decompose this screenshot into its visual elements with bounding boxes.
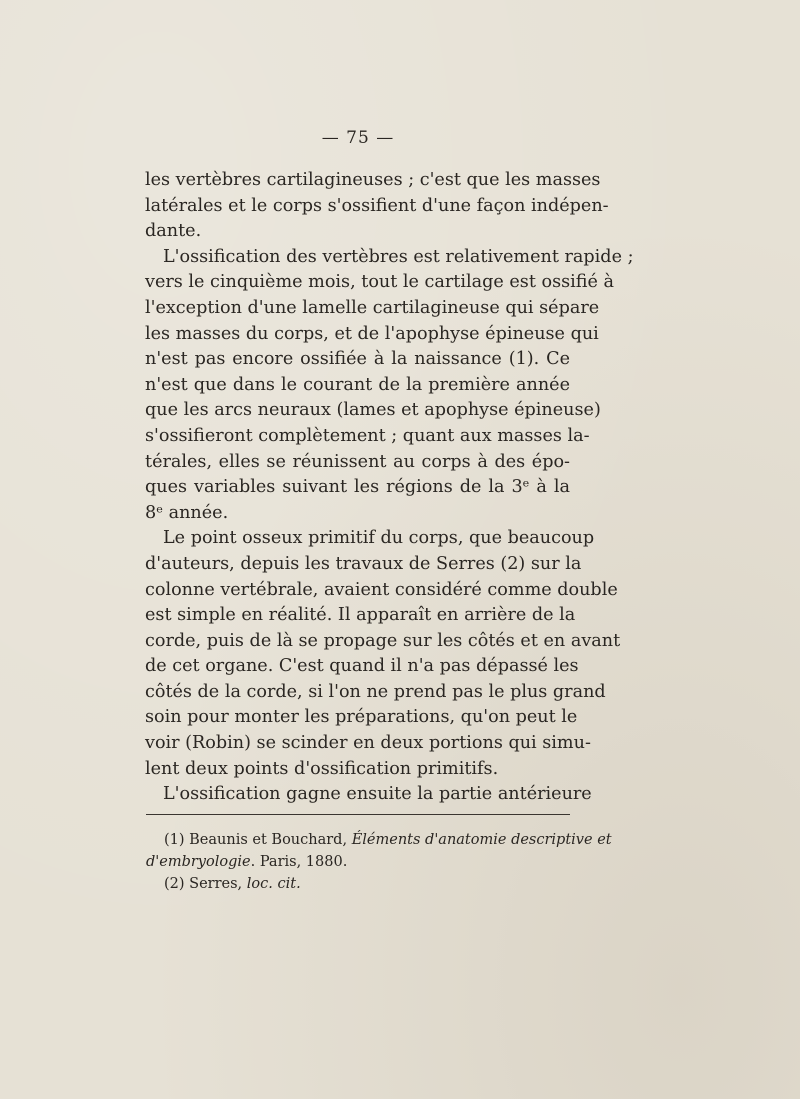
text-line: côtés de la corde, si l'on ne prend pas le plus grand [145, 681, 606, 702]
footnote-number: (1) [164, 832, 185, 848]
footnote-rule [146, 814, 570, 815]
footnotes [146, 829, 612, 895]
footnote-authors: Beaunis et Bouchard, [189, 832, 348, 848]
text-line: latérales et le corps s'ossifient d'une façon indépen- [145, 195, 609, 216]
footnote-reference: loc. cit. [246, 876, 301, 892]
text-line: s'ossifieront complètement ; quant aux masses la- [145, 425, 590, 446]
text-line: lent deux points d'ossification primitifs. [145, 758, 499, 779]
footnote-authors: Serres, [189, 876, 243, 892]
text-line: L'ossification gagne ensuite la partie antérieure [163, 784, 592, 805]
text-line: vers le cinquième mois, tout le cartilage est ossifié à [145, 272, 614, 293]
footnote-publication: . Paris, 1880. [250, 854, 348, 870]
text-line: dante. [145, 221, 202, 242]
text-line: est simple en réalité. Il apparaît en arrière de la [145, 605, 576, 626]
text-line: les vertèbres cartilagineuses ; c'est que les masses [145, 170, 601, 190]
text-line: térales, elles se réunissent au corps à des épo- [145, 451, 570, 472]
footnote-2 [146, 873, 570, 895]
text-line: corde, puis de là se propage sur les côtés et en avant [145, 630, 621, 651]
text-line: n'est pas encore ossifiée à la naissance (1). Ce [145, 349, 570, 370]
text-line: ques variables suivant les régions de la 3ᵉ à la [145, 477, 570, 498]
text-line: soin pour monter les préparations, qu'on peut le [145, 707, 578, 728]
text-line: voir (Robin) se scinder en deux portions qui simu- [145, 733, 591, 754]
page-number: — 75 — [321, 128, 395, 148]
text-line: n'est que dans le courant de la première année [145, 374, 570, 395]
text-line: l'exception d'une lamelle cartilagineuse qui sépare [145, 297, 600, 318]
footnote-1-continued [146, 851, 570, 873]
footnote-title: Éléments d'anatomie descriptive et [351, 832, 612, 848]
text-line: de cet organe. C'est quand il n'a pas dépassé les [145, 656, 579, 677]
footnote-1 [146, 829, 612, 851]
text-line: d'auteurs, depuis les travaux de Serres (2) sur la [145, 553, 582, 574]
text-line: les masses du corps, et de l'apophyse épineuse qui [145, 323, 599, 344]
text-line: L'ossification des vertèbres est relativement rapide ; [163, 246, 634, 267]
text-line: colonne vertébrale, avaient considéré comme double [145, 579, 618, 600]
footnote-number: (2) [164, 876, 185, 892]
text-line: que les arcs neuraux (lames et apophyse épineuse) [145, 400, 601, 421]
body-text [145, 168, 634, 808]
text-line: 8ᵉ année. [145, 502, 229, 523]
text-line: Le point osseux primitif du corps, que beaucoup [163, 528, 595, 549]
footnote-title-continued: d'embryologie [146, 854, 251, 870]
